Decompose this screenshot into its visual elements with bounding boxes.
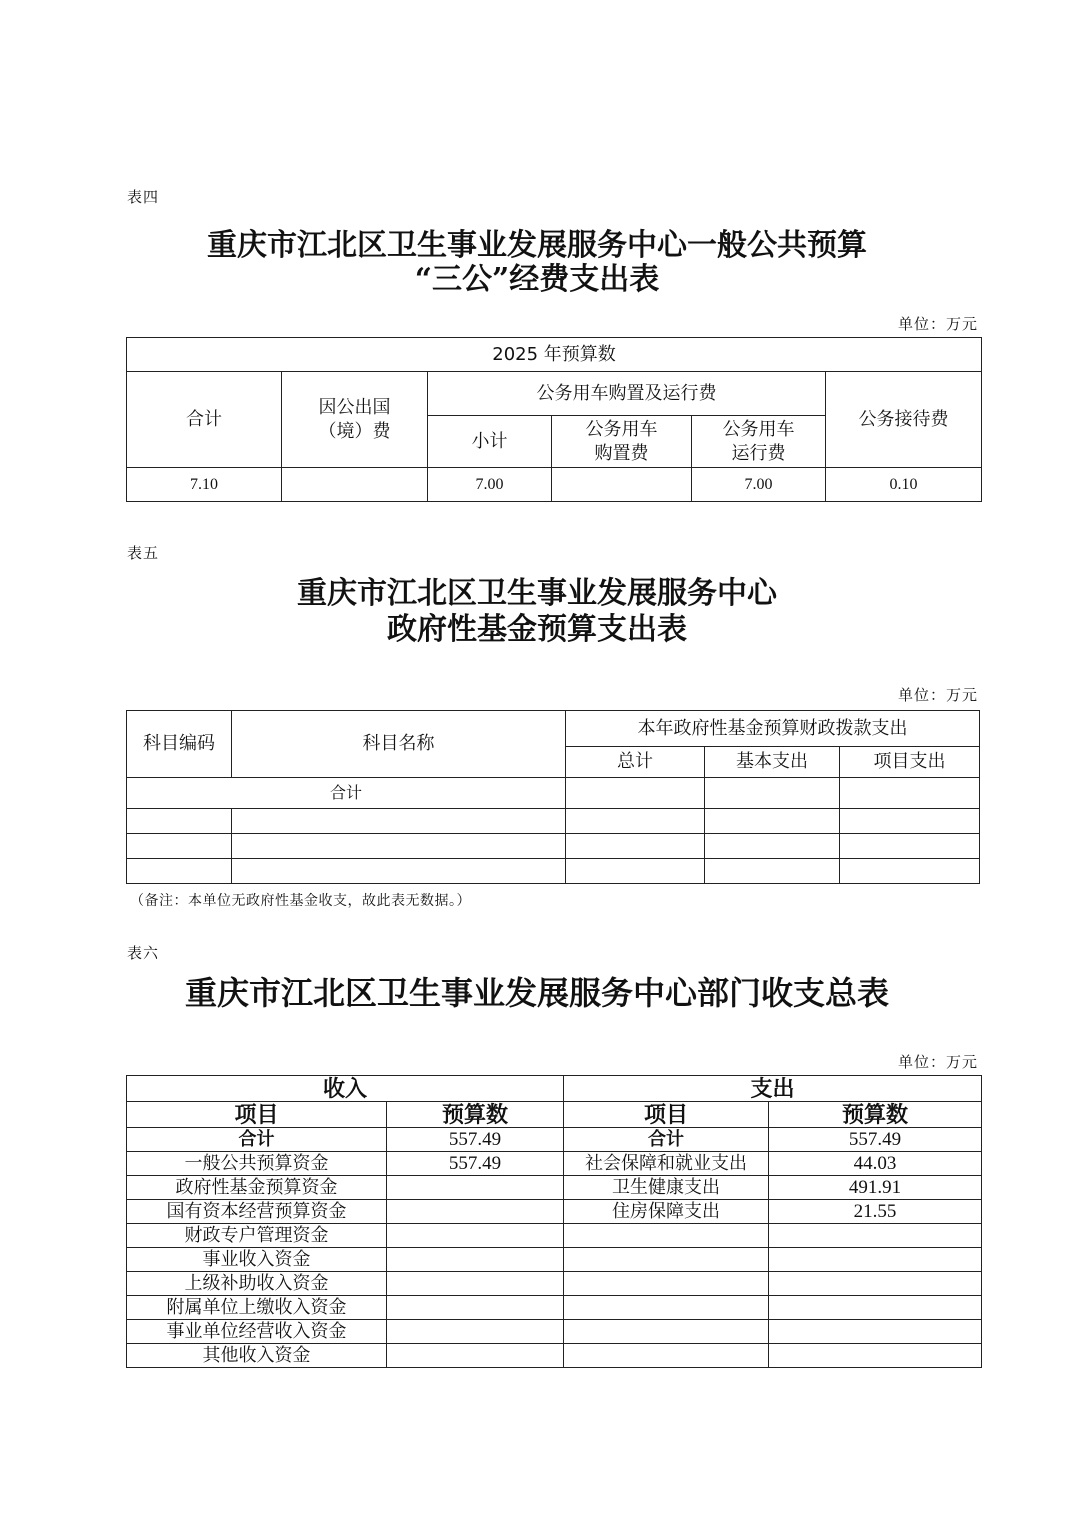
expense-value: 557.49: [769, 1128, 982, 1152]
income-value: [387, 1272, 564, 1296]
value-purchase: [552, 468, 692, 502]
table-row: [127, 1224, 982, 1248]
expense-item: [564, 1224, 769, 1248]
table6-unit: 单位：万元: [897, 1053, 978, 1071]
expense-item: [564, 1248, 769, 1272]
expense-value: [769, 1224, 982, 1248]
table-row: [127, 1296, 982, 1320]
total-row-label: 合计: [127, 778, 566, 809]
value-operation: 7.00: [692, 468, 826, 502]
income-col-budget: 预算数: [387, 1102, 564, 1128]
table4-title-line2: “三公”经费支出表: [414, 262, 660, 297]
table-row: [127, 859, 980, 884]
expense-value: 21.55: [769, 1200, 982, 1224]
income-item: 事业单位经营收入资金: [127, 1320, 387, 1344]
income-item: 其他收入资金: [127, 1344, 387, 1368]
expense-item: [564, 1320, 769, 1344]
table5-title-line2: 政府性基金预算支出表: [387, 612, 687, 647]
table6-title: 重庆市江北区卫生事业发展服务中心部门收支总表: [184, 974, 889, 1012]
col-code: 科目编码: [127, 711, 232, 778]
income-value: [387, 1176, 564, 1200]
expense-item: 卫生健康支出: [564, 1176, 769, 1200]
table-row: [127, 1272, 982, 1296]
income-value: [387, 1200, 564, 1224]
value-subtotal: 7.00: [428, 468, 552, 502]
income-value: [387, 1296, 564, 1320]
income-item: 国有资本经营预算资金: [127, 1200, 387, 1224]
col-reception: 公务接待费: [826, 372, 982, 468]
income-value: 557.49: [387, 1128, 564, 1152]
expense-value: [769, 1296, 982, 1320]
income-item: 合计: [127, 1128, 387, 1152]
expense-item: [564, 1344, 769, 1368]
header-year: 2025 年预算数: [127, 338, 982, 372]
value-reception: 0.10: [826, 468, 982, 502]
expense-value: 44.03: [769, 1152, 982, 1176]
col-group: 本年政府性基金预算财政拨款支出: [566, 711, 980, 747]
table5-label: 表五: [127, 544, 160, 562]
table-row: [127, 1176, 982, 1200]
table-row: [127, 1344, 982, 1368]
table5-title-line1: 重庆市江北区卫生事业发展服务中心: [297, 576, 777, 611]
income-item: 一般公共预算资金: [127, 1152, 387, 1176]
col-operation: 公务用车运行费: [692, 416, 826, 468]
expense-value: [769, 1344, 982, 1368]
table4-label: 表四: [127, 188, 160, 206]
expense-item: 合计: [564, 1128, 769, 1152]
expense-value: [769, 1248, 982, 1272]
value-abroad: [282, 468, 428, 502]
income-value: [387, 1344, 564, 1368]
expense-value: 491.91: [769, 1176, 982, 1200]
table-row: [127, 834, 980, 859]
col-vehicle: 公务用车购置及运行费: [428, 372, 826, 416]
income-expense-summary-table: [126, 1075, 982, 1368]
expense-header: 支出: [564, 1076, 982, 1102]
col-purchase: 公务用车购置费: [552, 416, 692, 468]
table-row: [127, 1320, 982, 1344]
income-value: [387, 1320, 564, 1344]
expense-item: 社会保障和就业支出: [564, 1152, 769, 1176]
income-header: 收入: [127, 1076, 564, 1102]
table4-title-line1: 重庆市江北区卫生事业发展服务中心一般公共预算: [207, 228, 867, 263]
col-abroad: 因公出国（境）费: [282, 372, 428, 468]
table5-note: （备注：本单位无政府性基金收支，故此表无数据。）: [130, 893, 471, 909]
col-project: 项目支出: [840, 747, 980, 778]
value-total: 7.10: [127, 468, 282, 502]
col-sum: 总计: [566, 747, 705, 778]
table-row: [127, 1152, 982, 1176]
expense-item: [564, 1296, 769, 1320]
income-item: 附属单位上缴收入资金: [127, 1296, 387, 1320]
income-item: 财政专户管理资金: [127, 1224, 387, 1248]
income-item: 事业收入资金: [127, 1248, 387, 1272]
col-name: 科目名称: [232, 711, 566, 778]
income-item: 政府性基金预算资金: [127, 1176, 387, 1200]
income-item: 上级补助收入资金: [127, 1272, 387, 1296]
expense-value: [769, 1272, 982, 1296]
table-row: [127, 1200, 982, 1224]
table-row: [127, 1248, 982, 1272]
expense-value: [769, 1320, 982, 1344]
table-row: [127, 1128, 982, 1152]
col-subtotal: 小计: [428, 416, 552, 468]
income-value: [387, 1224, 564, 1248]
expense-col-item: 项目: [564, 1102, 769, 1128]
government-fund-table: [126, 710, 980, 884]
col-basic: 基本支出: [705, 747, 840, 778]
table4-unit: 单位：万元: [897, 315, 978, 333]
table6-label: 表六: [127, 944, 160, 962]
three-public-expense-table: [126, 337, 982, 502]
income-col-item: 项目: [127, 1102, 387, 1128]
expense-item: 住房保障支出: [564, 1200, 769, 1224]
table-row: [127, 809, 980, 834]
income-value: 557.49: [387, 1152, 564, 1176]
col-total: 合计: [127, 372, 282, 468]
income-value: [387, 1248, 564, 1272]
expense-col-budget: 预算数: [769, 1102, 982, 1128]
expense-item: [564, 1272, 769, 1296]
table5-unit: 单位：万元: [897, 686, 978, 704]
